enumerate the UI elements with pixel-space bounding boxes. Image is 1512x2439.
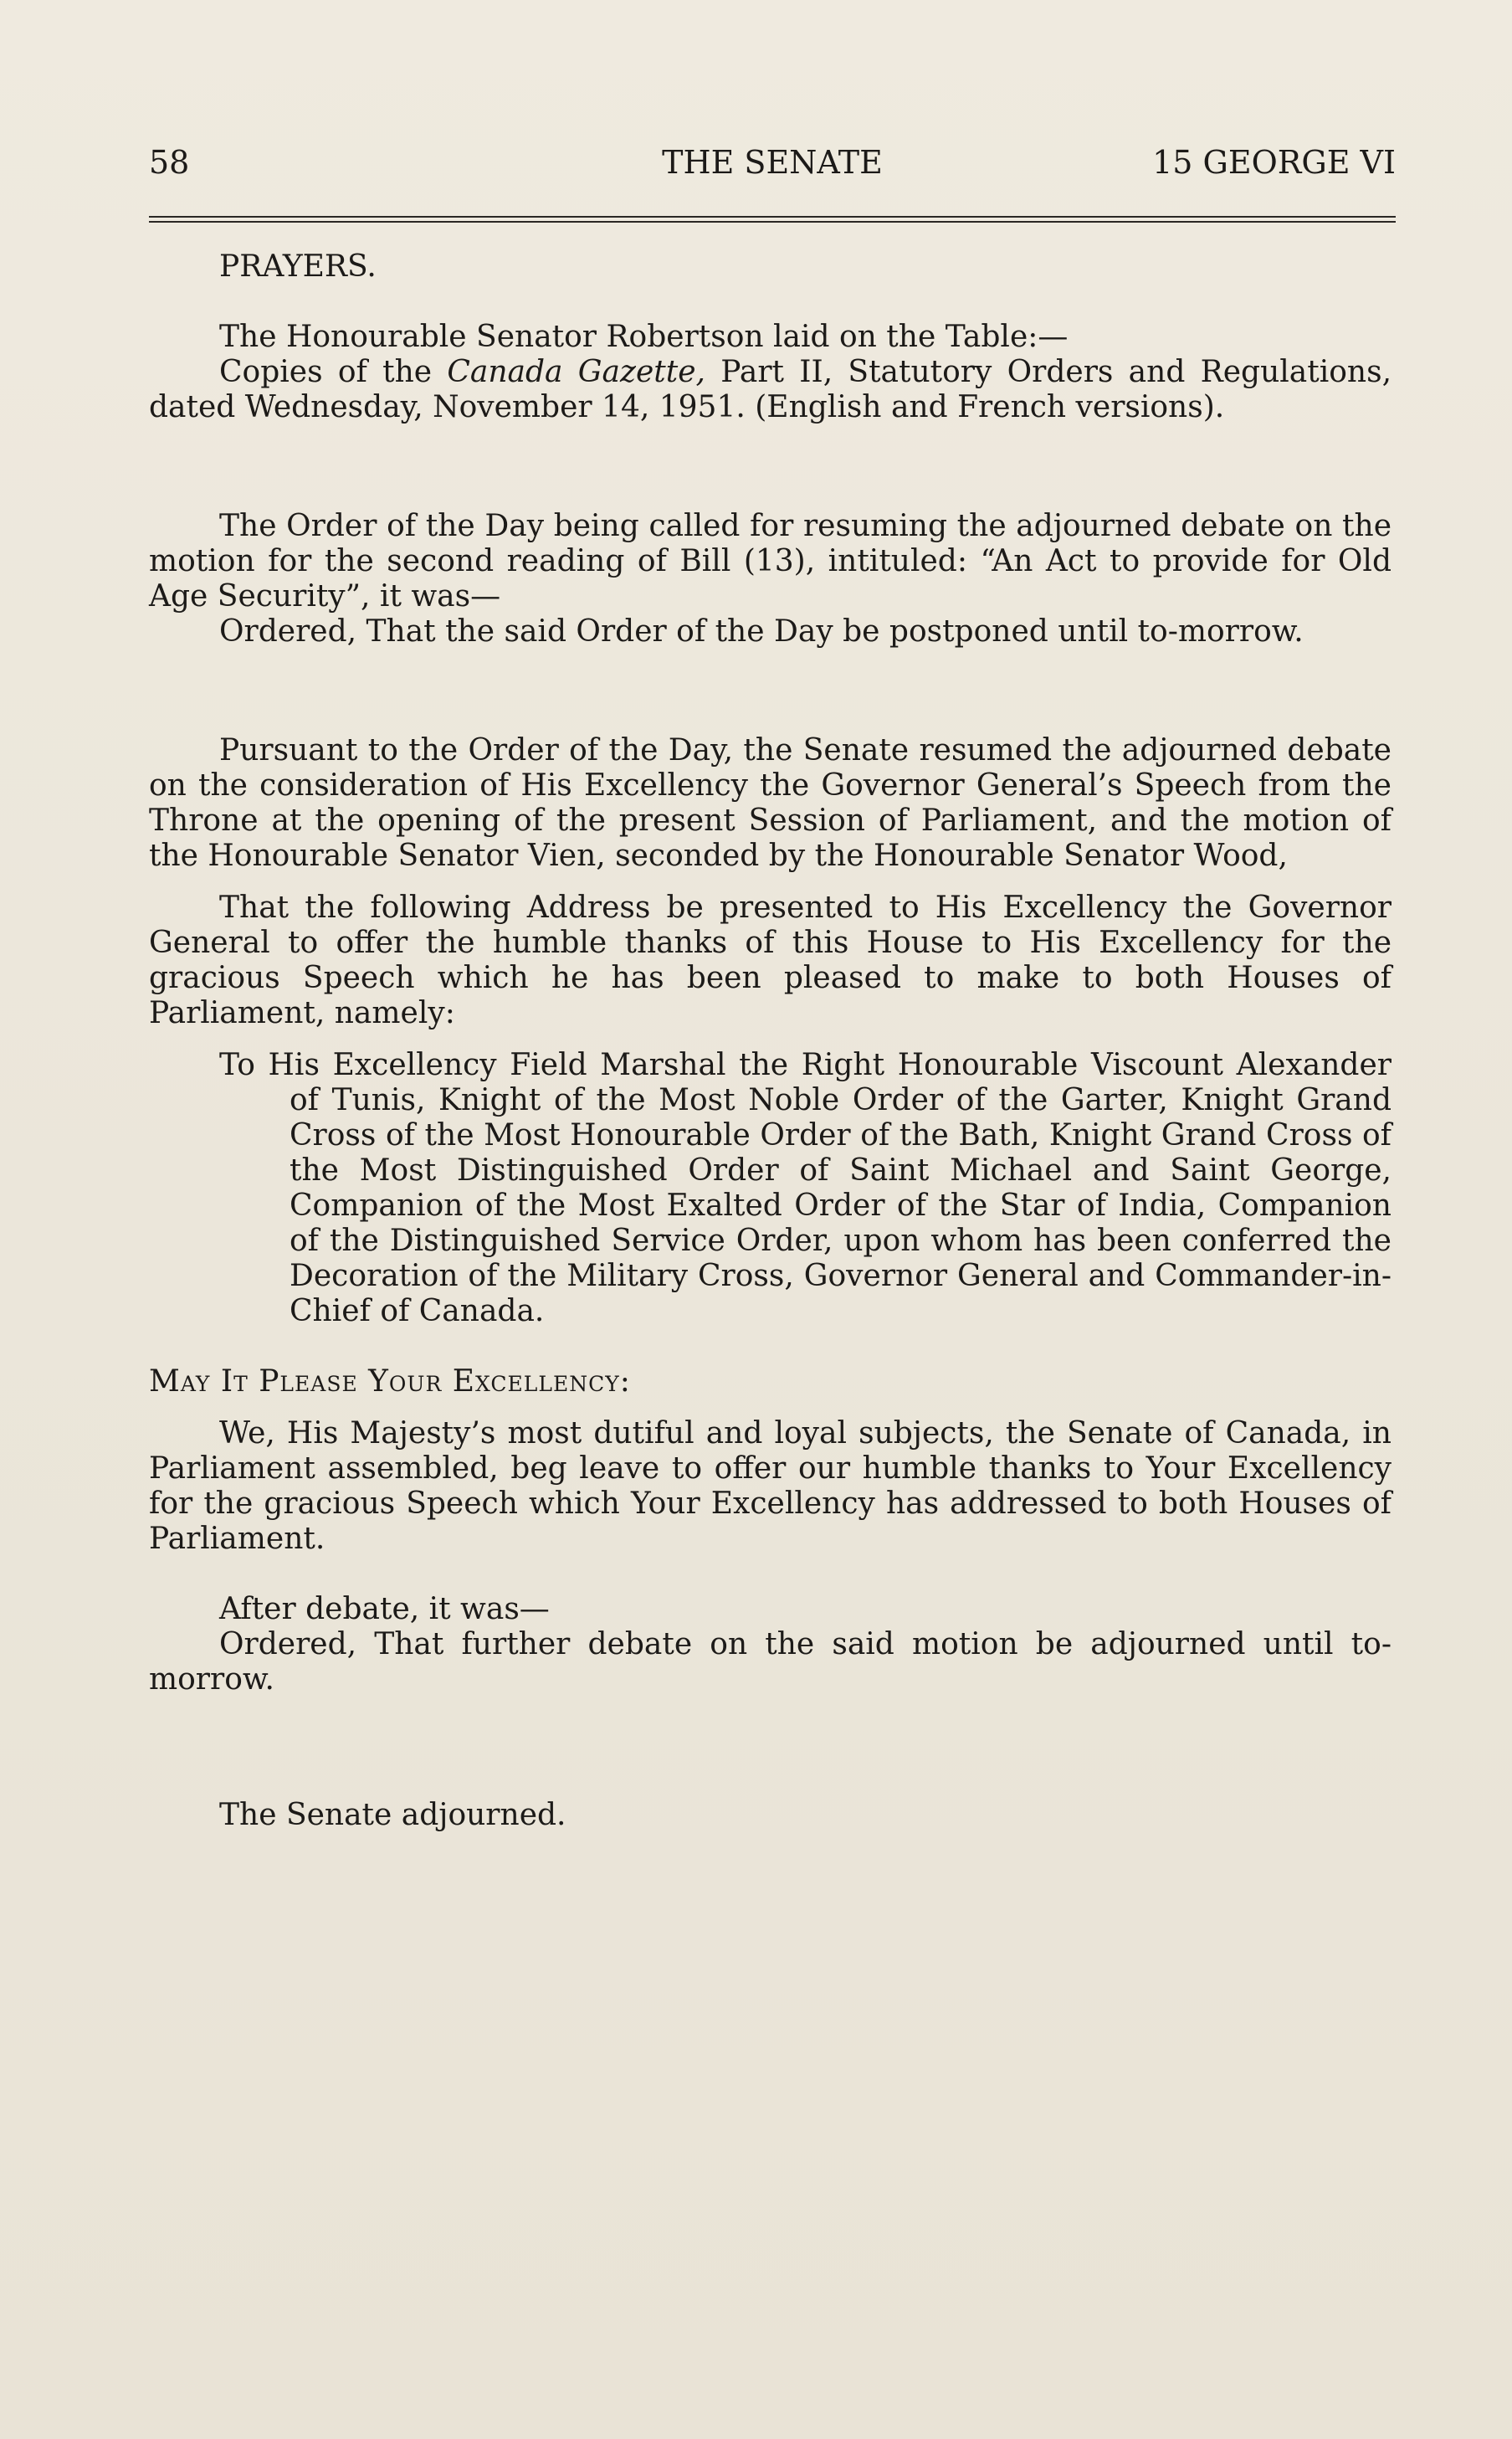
paragraph-ordered-adjourned: Ordered, That further debate on the said motion be adjourned until to-morrow.	[149, 1627, 1392, 1697]
paragraph-address-text: We, His Majesty’s most dutiful and loyal subjects, the Senate of Canada, in Parliament assembled, beg leave to offer our humble thanks to Your Excellency for the gracious Speech which Your Excellency has addressed to both Houses of Parliament.	[149, 1416, 1392, 1556]
prayers-heading: PRAYERS.	[219, 249, 377, 284]
paragraph-pursuant: Pursuant to the Order of the Day, the Senate resumed the adjourned debate on the consideration of His Excellency the Governor General’s Speech from the Throne at the opening of the present Session of Parliament, and the motion of the Honourable Senator Vien, seconded by the Honourable Senator Wood,	[149, 733, 1392, 873]
running-title: THE SENATE	[662, 144, 883, 181]
running-header	[149, 144, 1396, 186]
header-rule-bottom	[149, 221, 1396, 223]
paragraph-order-of-day: The Order of the Day being called for resuming the adjourned debate on the motion for the second reading of Bill (13), intituled: “An Act to provide for Old Age Security”, it was—	[149, 509, 1392, 614]
paragraph-senate-adjourned: The Senate adjourned.	[219, 1798, 566, 1832]
publication-title: Canada Gazette,	[447, 355, 705, 389]
paragraph-copies: Copies of the Canada Gazette, Part II, Statutory Orders and Regulations, dated Wednesday, November 14, 1951. (English and French versions).	[149, 355, 1392, 424]
salutation: May It Please Your Excellency:	[149, 1364, 631, 1399]
paragraph-ordered-postponed: Ordered, That the said Order of the Day be postponed until to-morrow.	[219, 614, 1304, 649]
regnal-year: 15 GEORGE VI	[1152, 144, 1396, 181]
document-body	[149, 249, 1392, 1833]
header-rule-top	[149, 216, 1396, 218]
paragraph-after-debate: After debate, it was—	[219, 1592, 550, 1626]
paragraph-address-motion: That the following Address be presented to His Excellency the Governor General to offer the humble thanks of this House to His Excellency for the gracious Speech which he has been pleased to make to both Houses of Parliament, namely:	[149, 891, 1392, 1030]
paragraph-tabled: The Honourable Senator Robertson laid on the Table:—	[219, 320, 1069, 354]
paragraph-address-to: To His Excellency Field Marshal the Right Honourable Viscount Alexander of Tunis, Knight of the Most Noble Order of the Garter, Knight Grand Cross of the Most Honourable Order of the Bath, Knight Grand Cross of the Most Distinguished Order of Saint Michael and Saint George, Companion of the Most Exalted Order of the Star of India, Companion of the Distinguished Service Order, upon whom has been conferred the Decoration of the Military Cross, Governor General and Commander-in-Chief of Canada.	[219, 1048, 1392, 1328]
page-number: 58	[149, 144, 190, 181]
